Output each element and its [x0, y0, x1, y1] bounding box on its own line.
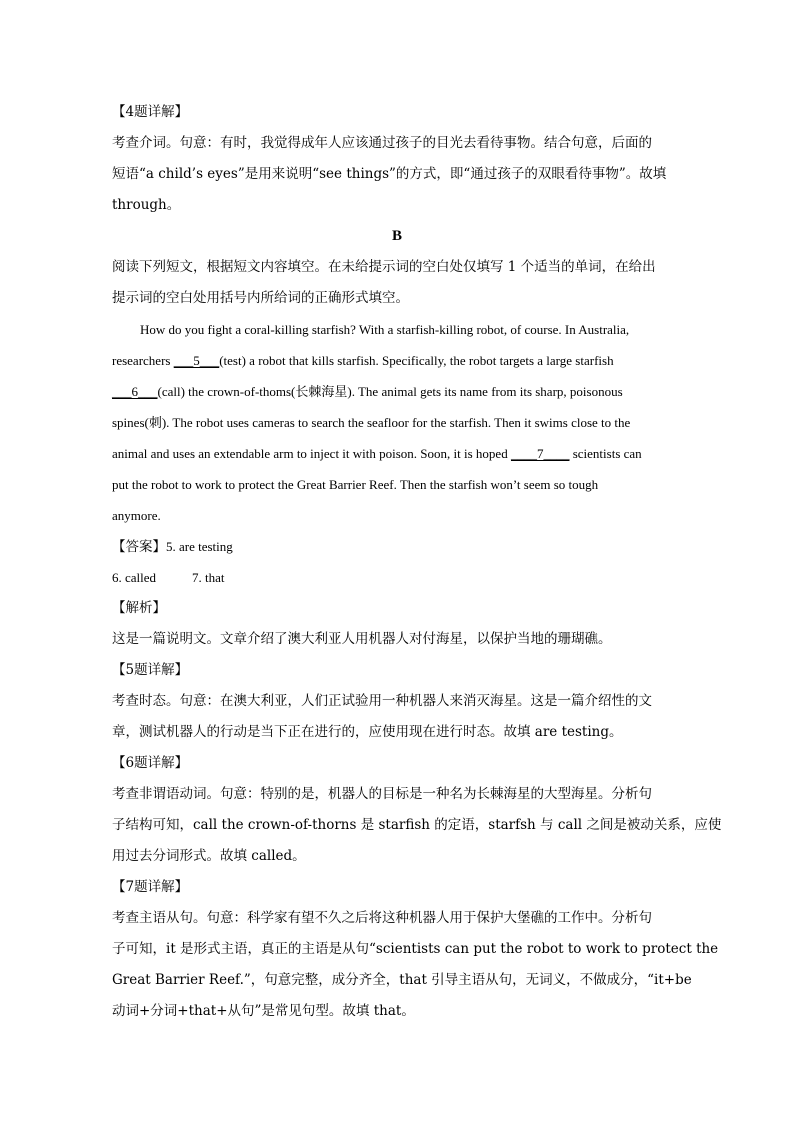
section7-line: 子可知，it 是形式主语，真正的主语是从句“scientists can put the robot to work to protect the	[112, 941, 719, 957]
passage-text: (test) a robot that kills starfish. Specifically, the robot targets a large starfish	[219, 353, 614, 368]
passage-text: scientists can	[569, 446, 642, 461]
answer-7: 7. that	[192, 570, 225, 585]
section7-heading: 【7题详解】	[112, 879, 189, 895]
answer-5: 5. are testing	[166, 539, 233, 554]
answer-row	[112, 531, 682, 562]
analysis-text: 这是一篇说明文。文章介绍了澳大利亚人用机器人对付海星，以保护当地的珊瑚礁。	[112, 631, 612, 647]
passage-line	[112, 438, 682, 469]
passage-line: How do you fight a coral-killing starfish? With a starfish-killing robot, of course. In Australia,	[140, 322, 630, 337]
analysis-heading: 【解析】	[112, 600, 166, 616]
passage-line	[112, 345, 682, 376]
answer-6: 6. called	[112, 570, 157, 585]
section7-line: 动词+分词+that+从句”是常见句型。故填 that。	[112, 1003, 415, 1019]
blank-5: ___5___	[173, 353, 220, 368]
section6-line: 用过去分词形式。故填 called。	[112, 848, 306, 864]
part-b-title: B	[391, 228, 402, 244]
section6-heading: 【6题详解】	[112, 755, 189, 771]
section7-line: Great Barrier Reef.”，句意完整，成分齐全，that 引导主语从句，无词义，不做成分，“it+be	[112, 972, 692, 988]
passage-text: (call) the crown-of-thoms(长棘海星). The animal gets its name from its sharp, poisonous	[157, 384, 623, 399]
passage-line	[112, 376, 682, 407]
section7-line: 考查主语从句。句意：科学家有望不久之后将这种机器人用于保护大堡礁的工作中。分析句	[112, 910, 652, 926]
document-body	[112, 97, 722, 1027]
part-b-instructions: 提示词的空白处用括号内所给词的正确形式填空。	[112, 290, 409, 306]
section5-line: 考查时态。句意：在澳大利亚，人们正试验用一种机器人来消灭海星。这是一篇介绍性的文	[112, 693, 652, 709]
blank-6: ___6___	[112, 384, 158, 399]
answer-label: 【答案】	[112, 539, 166, 555]
section4-line: 考查介词。句意：有时，我觉得成年人应该通过孩子的目光去看待事物。结合句意，后面的	[112, 135, 652, 151]
answer-row	[112, 562, 682, 593]
passage-line: spines(刺). The robot uses cameras to search the seafloor for the starfish. Then it swims close to the	[112, 415, 631, 430]
section5-line: 章，测试机器人的行动是当下正在进行的，应使用现在进行时态。故填 are testing。	[112, 724, 623, 740]
section6-line: 考查非谓语动词。句意：特别的是，机器人的目标是一种名为长棘海星的大型海星。分析句	[112, 786, 652, 802]
passage-text: researchers	[112, 353, 174, 368]
passage-text: animal and uses an extendable arm to inject it with poison. Soon, it is hoped	[112, 446, 511, 461]
passage-line: put the robot to work to protect the Great Barrier Reef. Then the starfish won’t seem so tough	[112, 477, 599, 492]
section4-line: through。	[112, 197, 181, 213]
passage-line: anymore.	[112, 508, 161, 523]
section4-line: 短语“a child’s eyes”是用来说明“see things”的方式，即“通过孩子的双眼看待事物”。故填	[112, 166, 667, 182]
part-b-instructions: 阅读下列短文，根据短文内容填空。在未给提示词的空白处仅填写 1 个适当的单词，在给出	[112, 259, 656, 275]
blank-7: ____7____	[510, 446, 570, 461]
section5-heading: 【5题详解】	[112, 662, 189, 678]
section4-heading: 【4题详解】	[112, 104, 189, 120]
section6-line: 子结构可知，call the crown-of-thorns 是 starfish 的定语，starfsh 与 call 之间是被动关系，应使	[112, 817, 722, 833]
